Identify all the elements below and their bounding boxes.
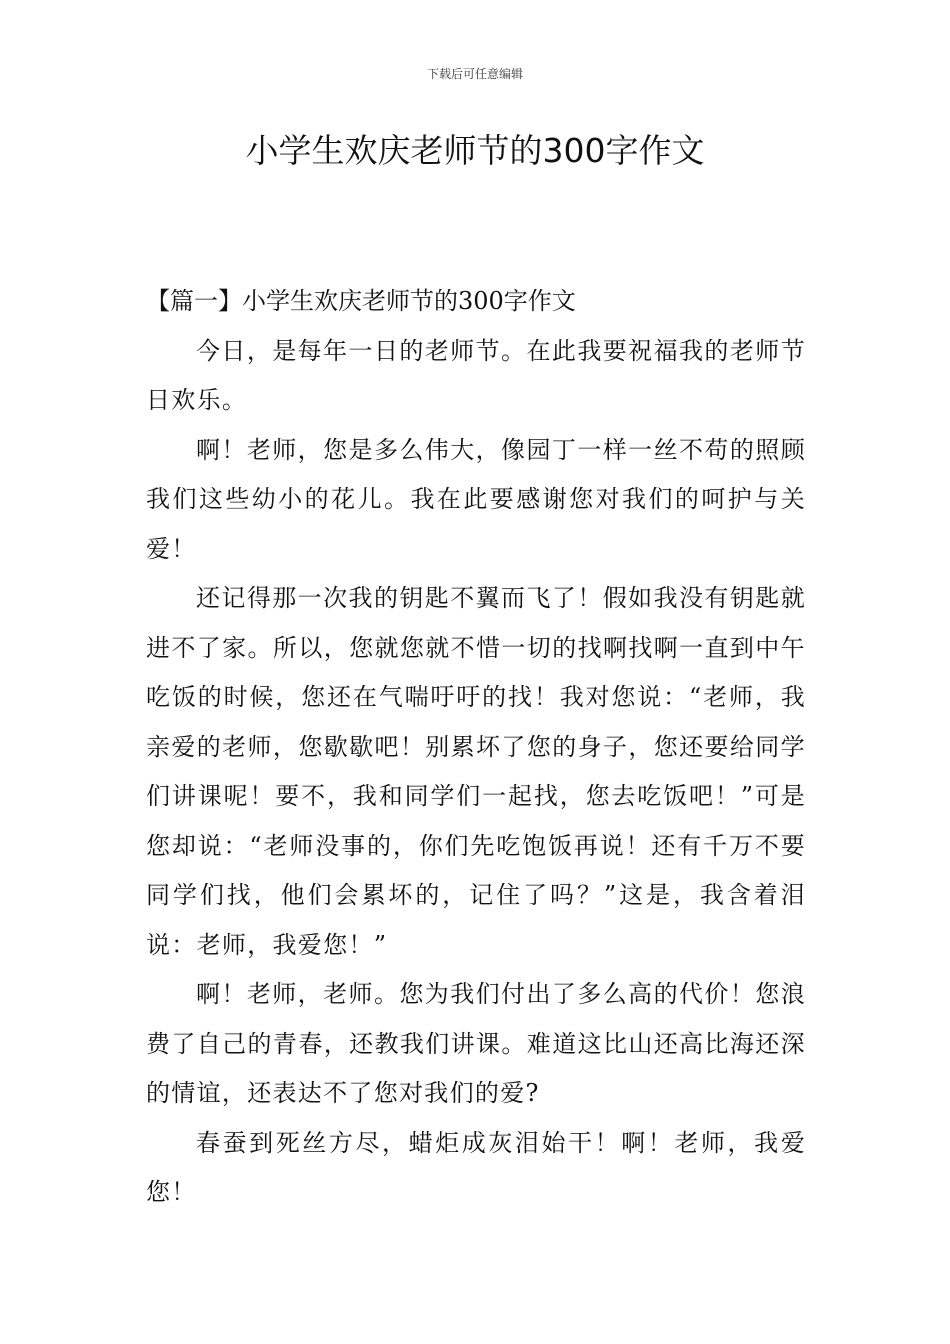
paragraph: 今日，是每年一日的老师节。在此我要祝福我的老师节日欢乐。 xyxy=(146,336,806,414)
paragraph: 还记得那一次我的钥匙不翼而飞了！假如我没有钥匙就进不了家。所以，您就您就不惜一切的找啊找啊一直到中午吃饭的时候，您还在气喘吁吁的找！我对您说：“老师，我亲爱的老师，您歇歇吧！别累坏了您的身子，您还要给同学们讲课呢！要不，我和同学们一起找，您去吃饭吧！”可是您却说：“老师没事的，你们先吃饱饭再说！还有千万不要同学们找，他们会累坏的，记住了吗？”这是，我含着泪说：老师，我爱您！” xyxy=(146,584,806,959)
header-note: 下载后可任意编辑 xyxy=(426,67,523,81)
paragraph: 啊！老师，您是多么伟大，像园丁一样一丝不苟的照顾我们这些幼小的花儿。我在此要感谢您对我们的呵护与关爱！ xyxy=(146,435,806,563)
section-heading: 【篇一】小学生欢庆老师节的300字作文 xyxy=(146,287,576,315)
paragraph: 春蚕到死丝方尽，蜡炬成灰泪始干！啊！老师，我爱您！ xyxy=(146,1128,806,1206)
document-body xyxy=(146,277,806,1218)
paragraph: 啊！老师，老师。您为我们付出了多么高的代价！您浪费了自己的青春，还教我们讲课。难道这比山还高比海还深的情谊，还表达不了您对我们的爱? xyxy=(146,980,806,1107)
document-title: 小学生欢庆老师节的300字作文 xyxy=(245,131,705,170)
